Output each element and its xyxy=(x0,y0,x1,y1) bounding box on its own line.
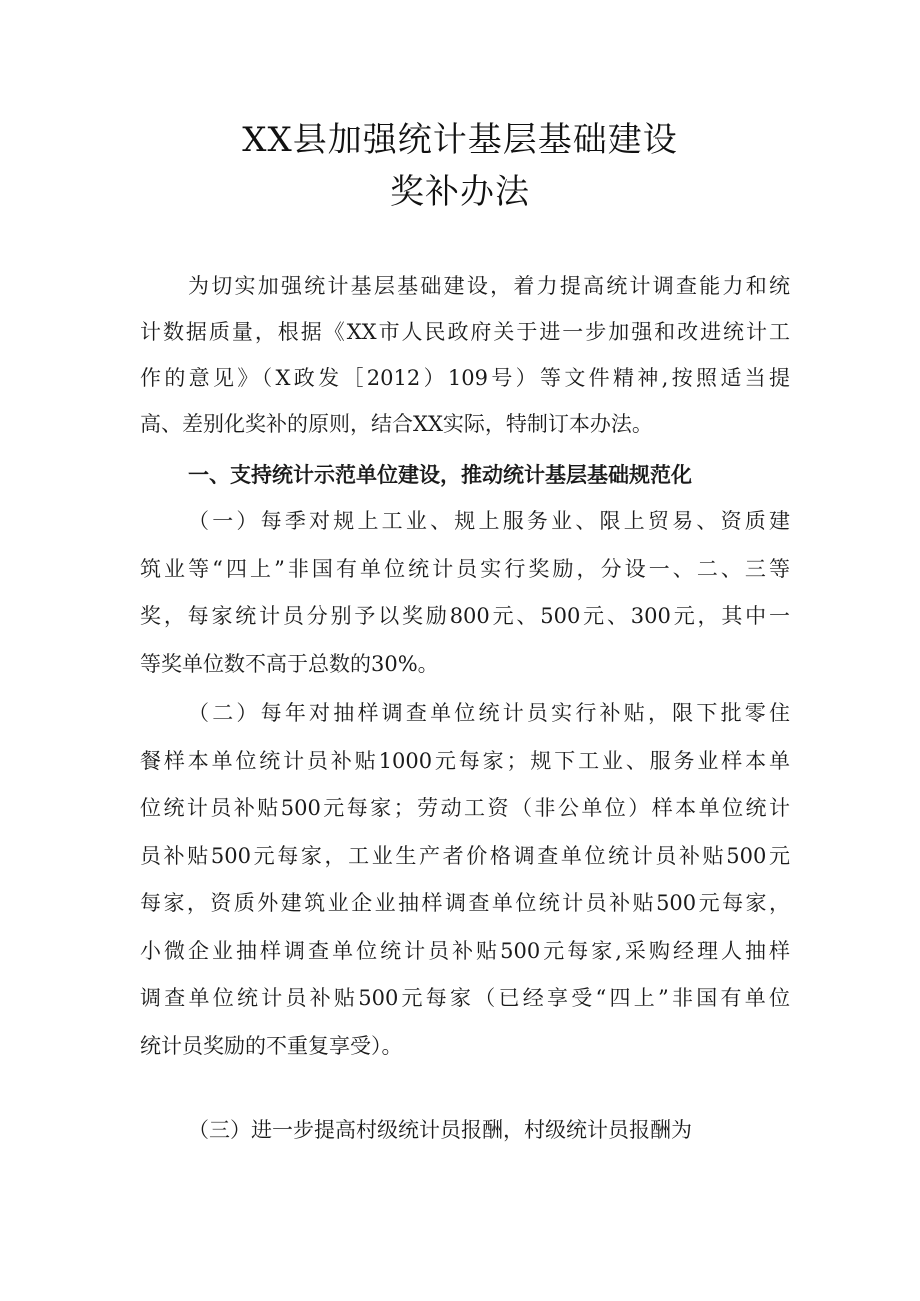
item-2-line: （二）每年对抽样调查单位统计员实行补贴，限下批零住 xyxy=(188,701,790,725)
item-3-line: （三）进一步提高村级统计员报酬，村级统计员报酬为 xyxy=(188,1118,692,1142)
item-2-paragraph xyxy=(140,690,790,1070)
item-1-line: （一）每季对规上工业、规上服务业、限上贸易、资质建 xyxy=(188,509,790,533)
document-title-line-2: 奖补办法 xyxy=(390,172,530,212)
item-2-line: 统计员奖励的不重复享受）。 xyxy=(140,1033,403,1058)
intro-paragraph xyxy=(140,263,790,447)
intro-line: 为切实加强统计基层基础建设，着力提高统计调查能力和统 xyxy=(188,274,790,298)
item-2-line: 位统计员补贴500元每家；劳动工资（非公单位）样本单位统计 xyxy=(140,796,790,820)
section-1-heading: 一、支持统计示范单位建设，推动统计基层基础规范化 xyxy=(188,463,692,487)
item-1-line: 等奖单位数不高于总数的30%。 xyxy=(140,651,439,676)
item-1-paragraph xyxy=(140,498,790,688)
item-2-line: 员补贴500元每家，工业生产者价格调查单位统计员补贴500元 xyxy=(140,843,790,868)
item-1-line: 奖，每家统计员分别予以奖励800元、500元、300元，其中一 xyxy=(140,604,790,628)
item-2-line: 小微企业抽样调查单位统计员补贴500元每家,采购经理人抽样 xyxy=(140,938,790,963)
item-2-line: 每家，资质外建筑业企业抽样调查单位统计员补贴500元每家， xyxy=(140,891,790,915)
item-2-line: 调查单位统计员补贴500元每家（已经享受“四上”非国有单位 xyxy=(140,986,790,1010)
item-2-line: 餐样本单位统计员补贴1000元每家；规下工业、服务业样本单 xyxy=(140,748,790,773)
item-3-paragraph xyxy=(140,1107,790,1153)
intro-line: 高、差别化奖补的原则，结合XX实际，特制订本办法。 xyxy=(140,412,653,436)
intro-line: 作的意见》（X政发［2012）109号）等文件精神,按照适当提 xyxy=(140,366,790,390)
item-1-line: 筑业等“四上”非国有单位统计员实行奖励，分设一、二、三等 xyxy=(140,556,790,581)
section-1-heading-block xyxy=(140,452,790,498)
document-title-line-1: XX县加强统计基层基础建设 xyxy=(242,120,678,160)
intro-line: 计数据质量，根据《XX市人民政府关于进一步加强和改进统计工 xyxy=(140,320,790,344)
